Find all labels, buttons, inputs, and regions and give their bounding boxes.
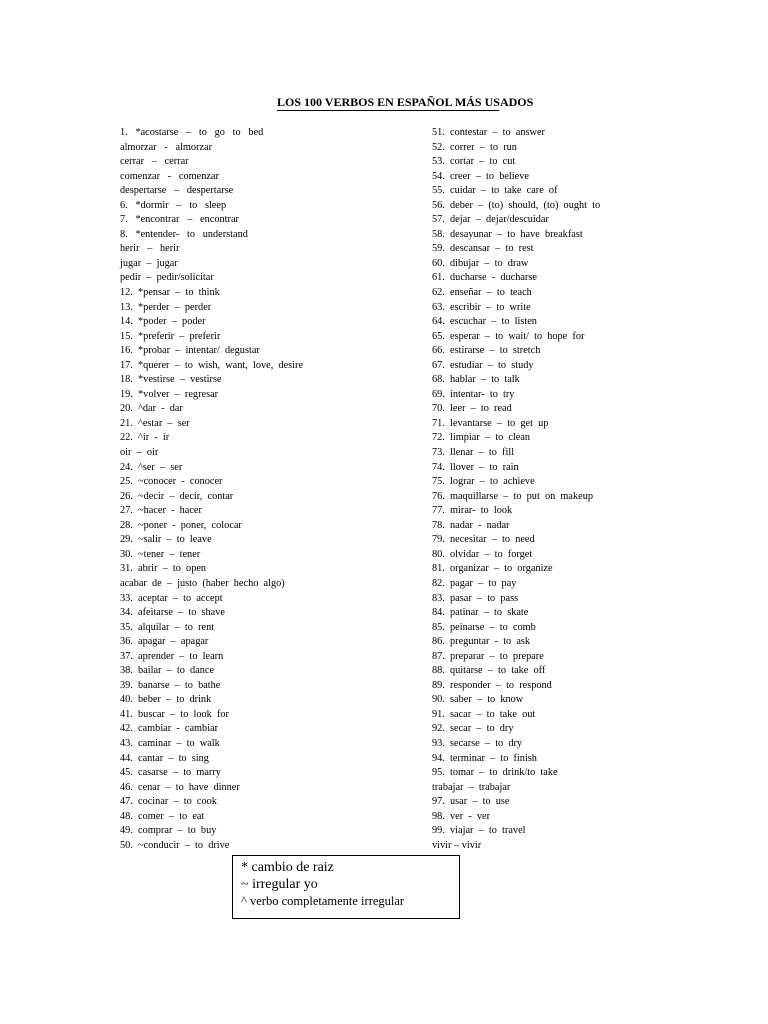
verb-entry: 18. *vestirse – vestirse <box>120 374 222 386</box>
verb-entry: 38. bailar – to dance <box>120 665 215 677</box>
verb-entry: 48. comer – to eat <box>120 810 205 822</box>
verb-entry: 99. viajar – to travel <box>432 825 526 837</box>
verb-entry: 1. *acostarse – to go to bed <box>120 127 264 138</box>
verb-entry: 60. dibujar – to draw <box>432 257 529 269</box>
verb-entry: 72. limpiar – to clean <box>432 432 531 444</box>
verb-entry: 88. quitarse – to take off <box>432 665 546 677</box>
verb-entry: 44. cantar – to sing <box>120 752 209 764</box>
legend-stem-change: * cambio de raiz <box>241 860 334 875</box>
page-title: LOS 100 VERBOS EN ESPAÑOL MÁS USADOS <box>277 95 534 109</box>
verb-entry: 20. ^dar - dar <box>120 403 183 415</box>
verb-entry: 84. patinar – to skate <box>432 607 529 619</box>
verb-entry: comenzar - comenzar <box>120 170 219 182</box>
verb-entry: despertarse – despertarse <box>120 185 234 197</box>
verb-entry: 34. afeitarse – to shave <box>120 607 225 619</box>
verb-entry: 33. aceptar – to accept <box>120 592 223 604</box>
verb-entry: 42. cambiar - cambiar <box>120 723 219 735</box>
verb-entry: 63. escribir – to write <box>432 301 531 313</box>
verb-entry: cerrar – cerrar <box>120 156 189 168</box>
legend-irregular-yo: ~ irregular yo <box>241 877 318 892</box>
verb-entry: 79. necesitar – to need <box>432 534 535 546</box>
verb-entry: 69. intentar- to try <box>432 388 515 400</box>
verb-entry: 83. pasar – to pass <box>432 592 519 604</box>
verb-entry: 35. alquilar – to rent <box>120 621 215 633</box>
verb-entry: 95. tomar – to drink/to take <box>432 767 558 779</box>
verb-entry: 30. ~tener – tener <box>120 548 201 560</box>
verb-entry: 80. olvidar – to forget <box>432 548 533 560</box>
verb-entry: 94. terminar – to finish <box>432 752 537 764</box>
verb-entry: 15. *preferir – preferir <box>120 330 221 342</box>
verb-entry: 51. contestar – to answer <box>432 127 545 138</box>
verb-entry: 92. secar – to dry <box>432 723 514 735</box>
verb-entry: 41. buscar – to look for <box>120 708 229 720</box>
verb-entry: 73. llenar – to fill <box>432 447 515 459</box>
verb-entry: 57. dejar – dejar/descuidar <box>432 214 549 226</box>
verb-entry: 49. comprar – to buy <box>120 825 217 837</box>
verb-entry: 16. *probar – intentar/ degustar <box>120 345 260 357</box>
verb-entry: 68. hablar – to talk <box>432 374 520 386</box>
verb-entry: 21. ^estar – ser <box>120 417 190 429</box>
verb-entry: 98. ver - ver <box>432 810 491 822</box>
verb-entry: 29. ~salir – to leave <box>120 534 212 546</box>
verb-entry: 78. nadar - nadar <box>432 519 510 531</box>
legend-fully-irregular: ^ verbo completamente irregular <box>241 894 405 908</box>
verb-entry: 14. *poder – poder <box>120 316 206 328</box>
verb-entry: 77. mirar- to look <box>432 505 513 517</box>
verb-list-right <box>432 126 742 853</box>
verb-entry: 93. secarse – to dry <box>432 737 523 749</box>
verb-entry: 76. maquillarse – to put on makeup <box>432 490 594 502</box>
verb-entry: 74. llover – to rain <box>432 461 519 473</box>
verb-entry: 85. peinarse – to comb <box>432 621 536 633</box>
verb-entry: 8. *entender- to understand <box>120 228 248 240</box>
verb-entry: 43. caminar – to walk <box>120 737 220 749</box>
verb-entry: herir – herir <box>120 243 180 255</box>
verb-entry: 24. ^ser – ser <box>120 461 183 473</box>
verb-entry: 64. escuchar – to listen <box>432 316 537 328</box>
verb-entry: 55. cuidar – to take care of <box>432 185 558 197</box>
verb-entry: vivir – vivir <box>432 839 482 851</box>
verb-entry: 13. *perder – perder <box>120 301 212 313</box>
verb-entry: 89. responder – to respond <box>432 679 552 691</box>
verb-entry: oir – oir <box>120 447 159 459</box>
verb-entry: jugar – jugar <box>120 257 178 269</box>
verb-entry: 67. estudiar – to study <box>432 359 534 371</box>
verb-entry: 58. desayunar – to have breakfast <box>432 228 583 240</box>
verb-entry: 59. descansar – to rest <box>432 243 534 255</box>
verb-entry: 47. cocinar – to cook <box>120 796 217 808</box>
verb-entry: 82. pagar – to pay <box>432 577 517 589</box>
verb-entry: 54. creer – to believe <box>432 170 529 182</box>
legend-box <box>232 855 460 919</box>
verb-entry: 71. levantarse – to get up <box>432 417 549 429</box>
verb-entry: 86. preguntar - to ask <box>432 636 531 648</box>
verb-list-left <box>120 126 420 853</box>
verb-entry: 61. ducharse - ducharse <box>432 272 537 284</box>
verb-entry: 7. *encontrar – encontrar <box>120 214 239 226</box>
verb-entry: 26. ~decir – decir, contar <box>120 490 234 502</box>
verb-entry: 75. lograr – to achieve <box>432 476 535 488</box>
verb-entry: 91. sacar – to take out <box>432 708 536 720</box>
verb-entry: 27. ~hacer - hacer <box>120 505 202 517</box>
verb-entry: 65. esperar – to wait/ to hope for <box>432 330 585 342</box>
verb-entry: 12. *pensar – to think <box>120 287 220 299</box>
verb-entry: 19. *volver – regresar <box>120 388 219 400</box>
verb-entry: 62. enseñar – to teach <box>432 287 532 299</box>
verb-entry: 46. cenar – to have dinner <box>120 781 240 793</box>
verb-entry: trabajar – trabajar <box>432 781 511 793</box>
verb-entry: acabar de – justo (haber hecho algo) <box>120 577 285 589</box>
verb-entry: almorzar - almorzar <box>120 141 213 153</box>
verb-entry: 50. ~conducir – to drive <box>120 839 230 851</box>
verb-entry: 36. apagar – apagar <box>120 636 209 648</box>
verb-entry: 40. beber – to drink <box>120 694 212 706</box>
verb-entry: 66. estirarse – to stretch <box>432 345 541 357</box>
verb-entry: 87. preparar – to prepare <box>432 650 544 662</box>
verb-entry: 56. deber – (to) should, (to) ought to <box>432 199 601 211</box>
verb-entry: 17. *querer – to wish, want, love, desire <box>120 359 304 371</box>
verb-entry: 28. ~poner - poner, colocar <box>120 519 242 531</box>
verb-entry: 52. correr – to run <box>432 141 517 153</box>
verb-entry: 90. saber – to know <box>432 694 524 706</box>
verb-entry: 25. ~conocer - conocer <box>120 476 223 488</box>
verb-entry: 6. *dormir – to sleep <box>120 199 227 211</box>
verb-entry: 70. leer – to read <box>432 403 512 415</box>
verb-entry: 53. cortar – to cut <box>432 156 516 168</box>
verb-entry: 22. ^ir - ir <box>120 432 170 444</box>
verb-entry: 81. organizar – to organize <box>432 563 553 575</box>
verb-entry: 31. abrir – to open <box>120 563 207 575</box>
verb-entry: 45. casarse – to marry <box>120 767 221 779</box>
verb-entry: 39. banarse – to bathe <box>120 679 221 691</box>
verb-entry: 97. usar – to use <box>432 796 510 808</box>
verb-entry: 37. aprender – to learn <box>120 650 224 662</box>
verb-entry: pedir – pedir/solicitar <box>120 272 214 284</box>
